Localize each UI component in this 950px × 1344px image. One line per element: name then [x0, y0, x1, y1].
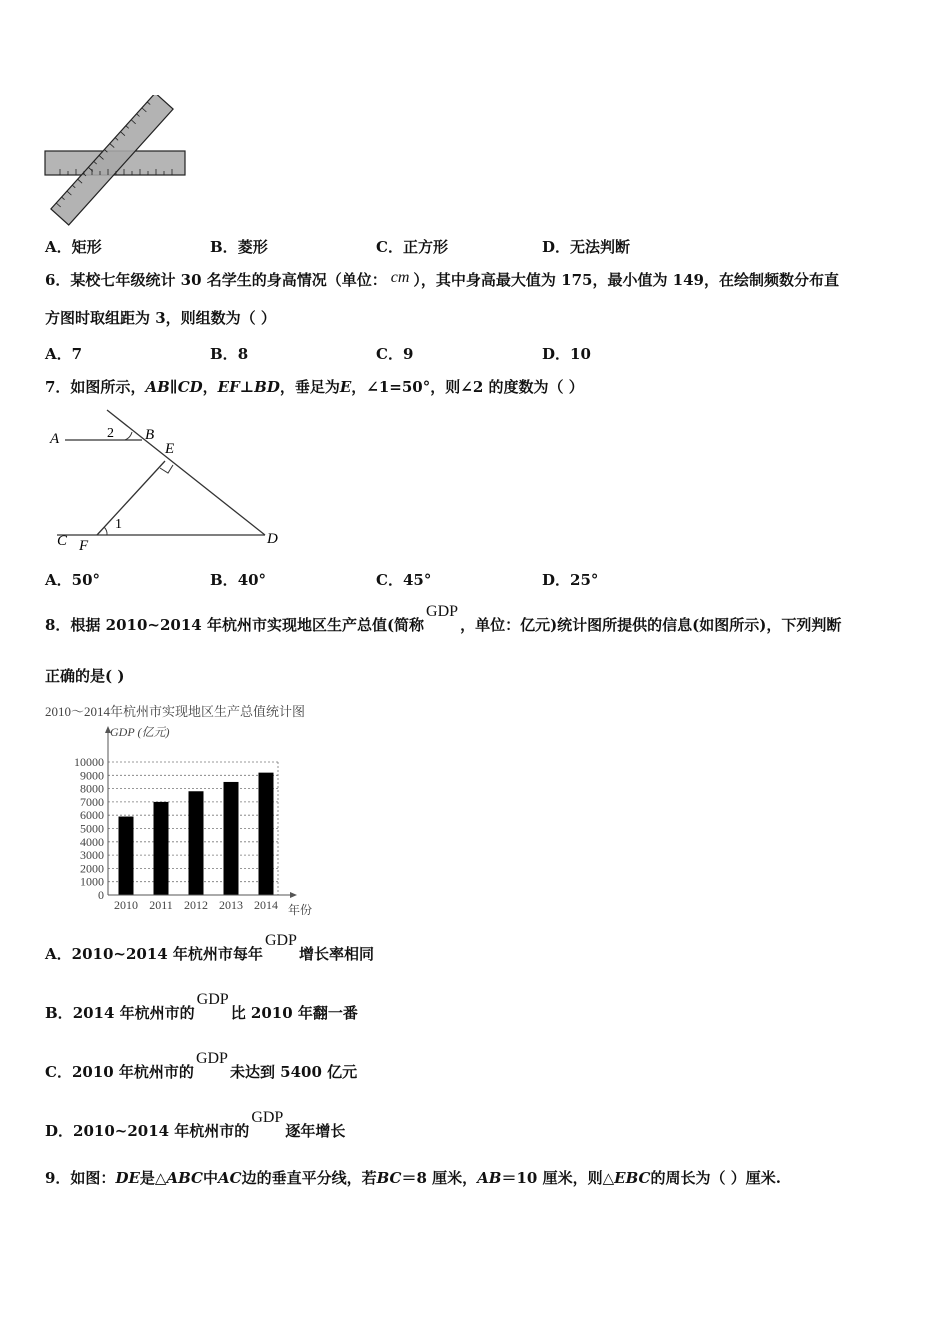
q6-option-d: D．10: [542, 345, 591, 363]
q8-stem-line2: 正确的是( ): [45, 667, 125, 685]
chart-y-tick-label: 2000: [80, 861, 104, 876]
q6-stem-line2: 方图时取组距为 3，则组数为（ ）: [45, 309, 276, 327]
chart-bar-2012: [189, 791, 204, 895]
chart-y-tick-label: 10000: [74, 755, 104, 769]
q8-option-c: C．2010 年杭州市的GDP未达到 5400 亿元: [45, 1050, 358, 1081]
q8-option-b: B．2014 年杭州市的GDP比 2010 年翻一番: [45, 991, 358, 1022]
chart-y-tick-label: 5000: [80, 821, 104, 836]
gdp-bar-chart: [40, 700, 330, 920]
q8-option-d: D．2010~2014 年杭州市的GDP逐年增长: [45, 1109, 346, 1140]
q8-option-a: A．2010~2014 年杭州市每年GDP增长率相同: [45, 932, 374, 963]
q6-option-a: A．7: [45, 345, 83, 363]
chart-y-label: GDP (亿元): [110, 725, 170, 739]
q7-option-d: D．25°: [542, 571, 599, 589]
q7-label-b: B: [145, 427, 155, 443]
q7-label-angle2: 2: [107, 426, 114, 441]
q7-label-d: D: [267, 531, 278, 547]
chart-x-tick-label: 2012: [184, 898, 208, 912]
q7-label-a: A: [50, 431, 60, 447]
chart-y-tick-label: 0: [98, 888, 104, 902]
chart-title: 2010～2014年杭州市实现地区生产总值统计图: [45, 704, 306, 719]
q5-option-b: B．菱形: [210, 238, 268, 256]
q7-label-f: F: [79, 538, 89, 554]
q9-stem: 9．如图：DE是△ABC中AC边的垂直平分线，若BC＝8 厘米，AB＝10 厘米，则△EBC的周长为（ ）厘米.: [45, 1169, 781, 1187]
q7-option-a: A．50°: [45, 571, 101, 589]
q7-label-e: E: [165, 441, 175, 457]
chart-bar-2011: [154, 802, 169, 895]
chart-x-tick-label: 2010: [114, 898, 138, 912]
q7-option-b: B．40°: [210, 571, 267, 589]
chart-y-tick-label: 1000: [80, 874, 104, 889]
chart-x-tick-label: 2013: [219, 898, 243, 912]
q6-option-b: B．8: [210, 345, 249, 363]
q7-label-angle1: 1: [115, 517, 122, 532]
chart-x-tick-label: 2011: [149, 898, 173, 912]
q7-label-c: C: [57, 533, 68, 549]
q7-geometry-figure: [45, 405, 295, 555]
q5-option-c: C．正方形: [376, 238, 448, 256]
q8-stem-line1: 8．根据 2010~2014 年杭州市实现地区生产总值(简称GDP，单位：亿元)统计图所提供的信息(如图所示)，下列判断: [45, 603, 842, 634]
q7-option-c: C．45°: [376, 571, 432, 589]
chart-y-tick-label: 6000: [80, 808, 104, 823]
rulers-figure: [40, 95, 200, 230]
chart-x-tick-label: 2014: [254, 898, 278, 912]
chart-x-label: 年份: [288, 903, 313, 917]
chart-y-tick-label: 7000: [80, 794, 104, 809]
chart-y-tick-label: 4000: [80, 834, 104, 849]
q6-stem-line1: 6．某校七年级统计 30 名学生的身高情况（单位： cm ），其中身高最大值为 175，最小值为 149，在绘制频数分布直: [45, 269, 839, 289]
q6-option-c: C．9: [376, 345, 414, 363]
q7-stem: 7．如图所示，AB∥CD，EF⊥BD，垂足为E，∠1=50°，则∠2 的度数为（ ）: [45, 378, 584, 396]
q5-option-a: A．矩形: [45, 238, 102, 256]
chart-y-tick-label: 8000: [80, 781, 104, 796]
chart-bar-2010: [119, 817, 134, 895]
chart-y-tick-label: 3000: [80, 848, 104, 863]
chart-bar-2014: [259, 773, 274, 895]
chart-bar-2013: [224, 782, 239, 895]
chart-y-tick-label: 9000: [80, 768, 104, 783]
q5-option-d: D．无法判断: [542, 238, 631, 256]
